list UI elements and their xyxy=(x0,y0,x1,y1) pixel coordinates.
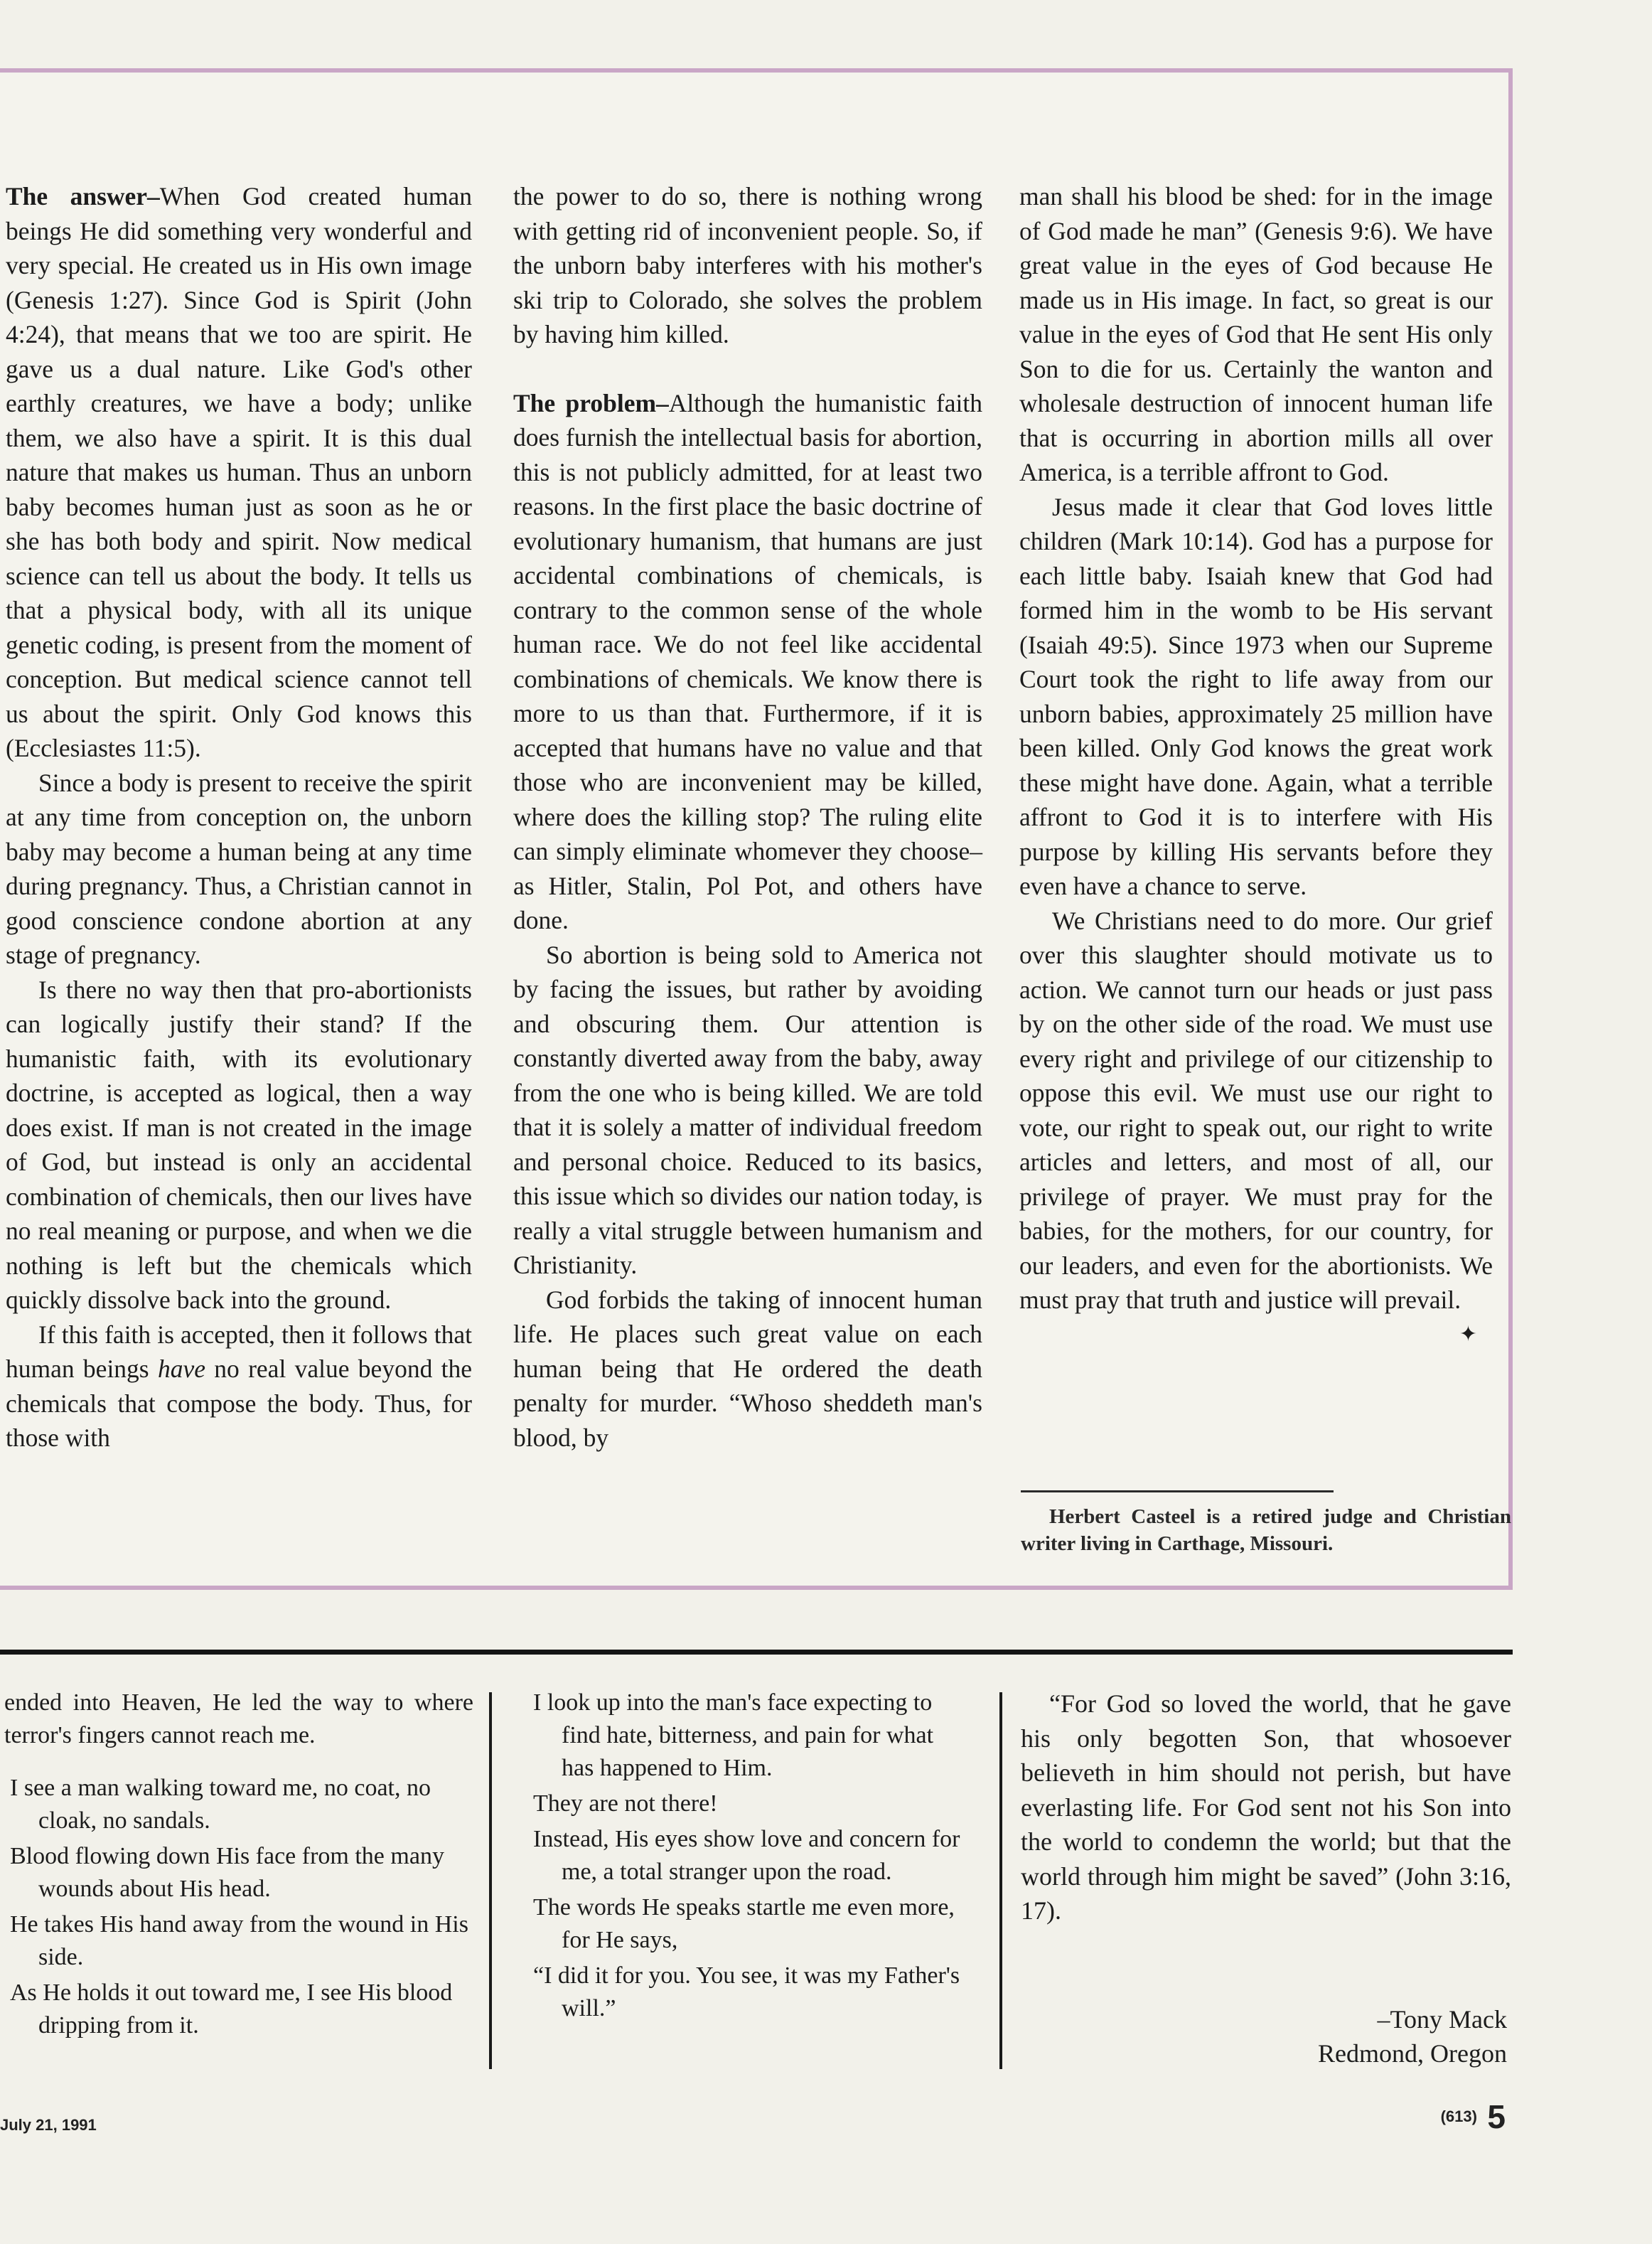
article-box xyxy=(0,68,1513,1590)
emphasis-text: have xyxy=(157,1355,205,1383)
poem-author: –Tony Mack xyxy=(1377,2005,1507,2034)
paragraph: The problem–Although the humanistic faith does furnish the intellectual basis for abortion, this is not publicly admitted, for at least two reasons. In the first place the basic doctrine of evolutionary humanism, that humans are just accidental combinations of chemicals, is contrary to the common sense of the whole human race. We do not feel like accidental combinations of chemicals. We know there is more to us than that. Furthermore, if it is accepted that humans have no value and that those who are inconvenient may be killed, where does the killing stop? The ruling elite can simply eliminate whomever they choose–as Hitler, Stalin, Pol Pot, and others have done. xyxy=(513,388,982,934)
paragraph: Is there no way then that pro-abortionists can logically justify their stand? If the humanistic faith, with its evolutionary doctrine, is accepted as logical, then a way does exist. If man is not created in the image of God, but instead is only an accidental combination of chemicals, then our lives have no real meaning or purpose, and when we die nothing is left but the chemicals which quickly dissolve back into the ground. xyxy=(6,975,472,1314)
paragraph: We Christians need to do more. Our grief over this slaughter should motivate us to action. We cannot turn our heads or just pass by on the other side of the road. We must use every right and privilege of our citizenship to oppose this evil. We must use our right to vote, our right to speak out, our right to write articles and letters, and most of all, our privilege of prayer. We must pray for the babies, for the mothers, for our country, for our leaders, and even for the abortionists. We must pray that truth and justice will prevail. ✦ xyxy=(1019,904,1493,1318)
issue-date: July 21, 1991 xyxy=(0,2116,97,2134)
column-divider xyxy=(489,1692,492,2069)
poem-line: I look up into the man's face expecting to find hate, bitterness, and pain for what has happened to Him. xyxy=(533,1689,934,1781)
poem-signature xyxy=(1318,2002,1507,2071)
poem-location: Redmond, Oregon xyxy=(1318,2039,1507,2068)
author-bio: Herbert Casteel is a retired judge and Christian writer living in Carthage, Missouri. xyxy=(1021,1505,1511,1555)
paragraph: So abortion is being sold to America not by facing the issues, but rather by avoiding and obscuring them. Our attention is constantly diverted away from the baby, away from the one who is being killed. We are told that it is solely a matter of individual freedom and personal choice. Reduced to its basics, this issue which so divides our nation today, is really a vital struggle between humanism and Christianity. xyxy=(513,940,982,1279)
paragraph: The answer–When God created human beings He did something very wonderful and very special. He created us in His own image (Genesis 1:27). Since God is Spirit (John 4:24), that means that we too are spirit. He gave us a dual nature. Like God's other earthly creatures, we have a body; unlike them, we also have a spirit. It is this dual nature that makes us human. Thus an unborn baby becomes human just as soon as he or she has both body and spirit. Now medical science can tell us about the body. It tells us that a physical body, with all its unique genetic coding, is present from the moment of conception. But medical science cannot tell us about the spirit. Only God knows this (Ecclesiastes 11:5). xyxy=(6,182,472,762)
paragraph: Jesus made it clear that God loves little children (Mark 10:14). God has a purpose for each little baby. Isaiah knew that God had formed him in the womb to be His servant (Isaiah 49:5). Since 1973 when our Supreme Court took the right to life away from our unborn babies, approximately 25 million have been killed. Only God knows the great work these might have done. Again, what a terrible affront to God it is to interfere with His purpose by killing His servants before they even have a chance to serve. xyxy=(1019,492,1493,900)
page-footer xyxy=(1441,2098,1506,2136)
article-column-3 xyxy=(1019,179,1493,1352)
poem-line: He takes His hand away from the wound in His side. xyxy=(10,1911,468,1970)
article-column-1 xyxy=(6,179,472,1455)
poem-line: They are not there! xyxy=(533,1790,718,1817)
paragraph: man shall his blood be shed: for in the image of God made he man” (Genesis 9:6). We have great value in the eyes of God because He made us in His image. In fact, so great is our value in the eyes of God that He sent His only Son to die for us. Certainly the wanton and wholesale destruction of innocent human life that is occurring in abortion mills all over America, is a terrible affront to God. xyxy=(1019,182,1493,486)
article-column-2 xyxy=(513,179,982,1455)
poem-column-2 xyxy=(527,1687,968,2028)
poem-lead: ended into Heaven, He led the way to where terror's fingers cannot reach me. xyxy=(4,1689,473,1748)
scripture-verse: “For God so loved the world, that he gave his only begotten Son, that whosoever believeth in him should not perish, but have everlasting life. For God sent not his Son into the world to condemn the world; but that the world through him might be saved” (John 3:16, 17). xyxy=(1021,1689,1511,1925)
poem-line: “I did it for you. You see, it was my Father's will.” xyxy=(533,1962,960,2021)
poem-column-1 xyxy=(4,1687,473,2045)
page-code: (613) xyxy=(1440,2107,1477,2125)
column-divider xyxy=(999,1692,1002,2069)
poem-line: As He holds it out toward me, I see His blood dripping from it. xyxy=(10,1979,453,2039)
run-in-heading-problem: The problem– xyxy=(513,388,669,417)
paragraph: God forbids the taking of innocent human life. He places such great value on each human being that He ordered the death penalty for murder. “Whoso sheddeth man's blood, by xyxy=(513,1285,982,1452)
scripture-quote xyxy=(1021,1687,1511,1928)
poem-line: I see a man walking toward me, no coat, no cloak, no sandals. xyxy=(10,1775,431,1834)
paragraph: the power to do so, there is nothing wrong with getting rid of inconvenient people. So, if the unborn baby interferes with his mother's ski trip to Colorado, she solves the problem by having him killed. xyxy=(513,182,982,348)
section-divider xyxy=(0,1650,1513,1655)
paragraph: Since a body is present to receive the spirit at any time from conception on, the unborn baby may become a human being at any time during pregnancy. Thus, a Christian cannot in good conscience condone abortion at any stage of pregnancy. xyxy=(6,768,472,969)
poem-line: The words He speaks startle me even more, for He says, xyxy=(533,1894,955,1953)
page-number: 5 xyxy=(1487,2098,1506,2135)
poem-line: Blood flowing down His face from the many wounds about His head. xyxy=(10,1843,444,1902)
bio-divider xyxy=(1021,1490,1334,1492)
run-in-heading-answer: The answer– xyxy=(6,182,160,210)
poem-line: Instead, His eyes show love and concern for me, a total stranger upon the road. xyxy=(533,1826,960,1885)
end-mark-icon: ✦ xyxy=(1459,1322,1477,1346)
paragraph: If this faith is accepted, then it follows that human beings have no real value beyond the chemicals that compose the body. Thus, for those with xyxy=(6,1320,473,1452)
